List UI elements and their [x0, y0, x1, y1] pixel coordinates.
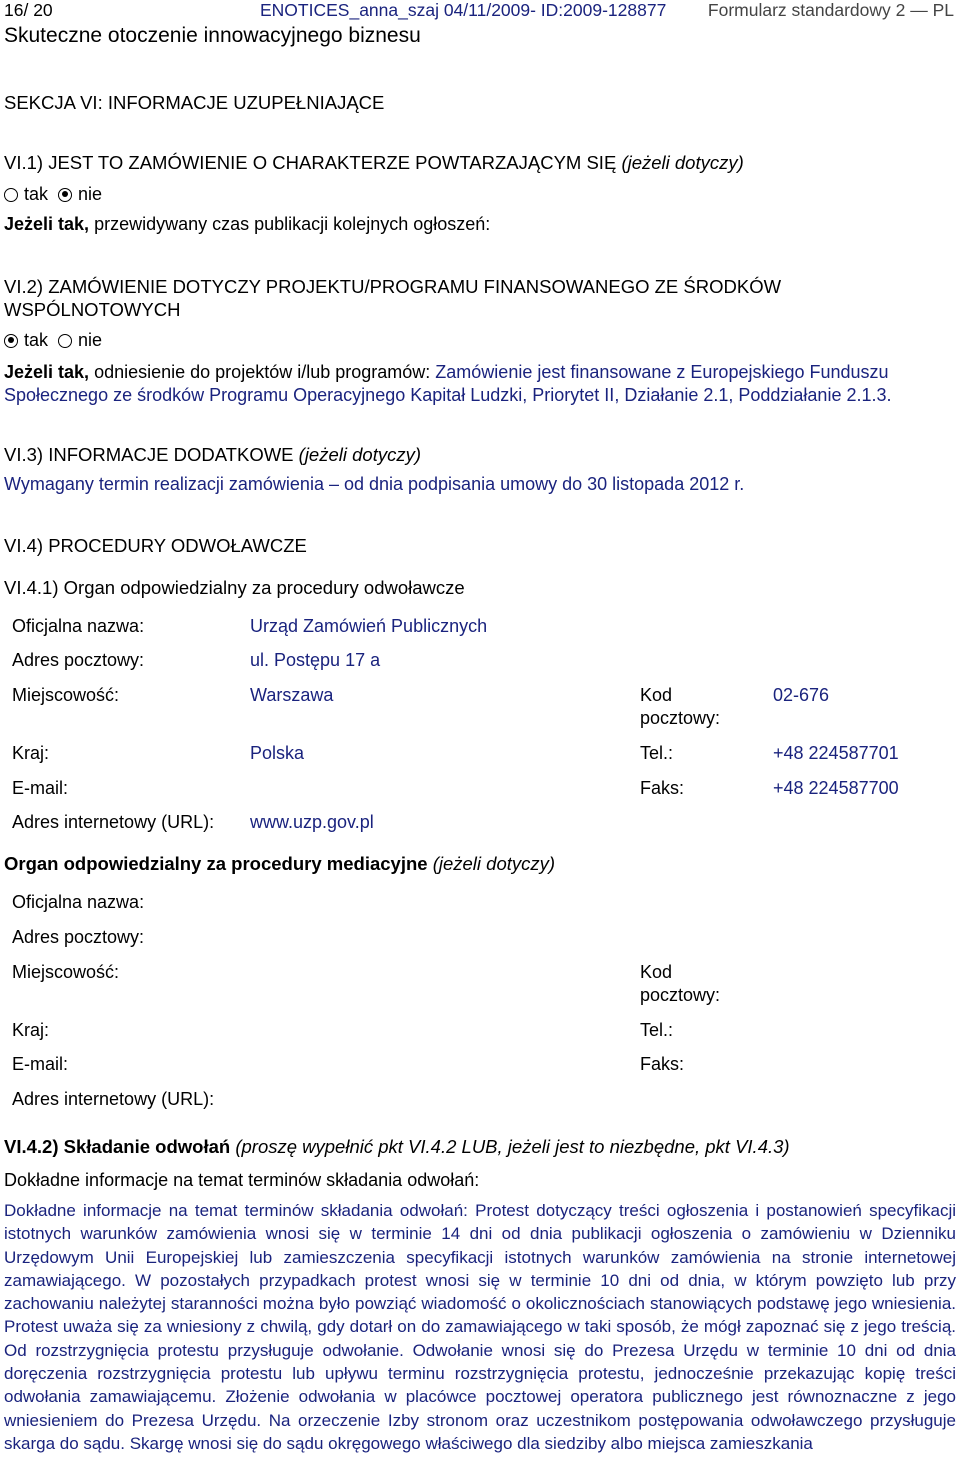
vi3-heading-text: VI.3) INFORMACJE DODATKOWE: [4, 444, 294, 465]
mediation-heading-text: Organ odpowiedzialny za procedury mediacyjne: [4, 853, 428, 874]
vi1-option-no[interactable]: [58, 184, 102, 205]
vi3-heading: [4, 444, 421, 466]
vi42-heading-note: (proszę wypełnić pkt VI.4.2 LUB, jeżeli jest to niezbędne, pkt VI.4.3): [235, 1136, 790, 1157]
med-label-official-name: Oficjalna nazwa:: [12, 892, 145, 912]
organ-url[interactable]: www.uzp.gov.pl: [250, 812, 374, 832]
organ-address: ul. Postępu 17 a: [250, 650, 381, 670]
label-country: Kraj:: [12, 743, 50, 763]
vi1-heading-text: VI.1) JEST TO ZAMÓWIENIE O CHARAKTERZE POWTARZAJĄCYM SIĘ: [4, 152, 617, 173]
vi2-option-no-label: nie: [78, 330, 103, 350]
vi2-value-line2: Społecznego ze środków Programu Operacyjnego Kapitał Ludzki, Priorytet II, Działanie 2.1, Poddziałanie 2.1.3.: [4, 385, 892, 405]
vi1-heading-note: (jeżeli dotyczy): [621, 152, 744, 173]
organ-postal: 02-676: [773, 685, 830, 705]
vi41-heading: VI.4.1) Organ odpowiedzialny za procedury odwoławcze: [4, 577, 465, 598]
radio-unchecked-icon[interactable]: [58, 334, 72, 348]
vi1-radio-group: [4, 184, 102, 205]
vi1-option-yes[interactable]: [4, 184, 48, 205]
vi42-heading-text: VI.4.2) Składanie odwołań: [4, 1136, 231, 1157]
vi2-if-yes-text: odniesienie do projektów i/lub programów:: [94, 362, 431, 382]
vi4-heading: VI.4) PROCEDURY ODWOŁAWCZE: [4, 535, 307, 556]
mediation-heading-note: (jeżeli dotyczy): [432, 853, 556, 874]
section-title: SEKCJA VI: INFORMACJE UZUPEŁNIAJĄCE: [4, 92, 385, 113]
organ-country: Polska: [250, 743, 305, 763]
vi2-if-yes-bold: Jeżeli tak,: [4, 362, 90, 382]
vi1-if-yes-text: przewidywany czas publikacji kolejnych ogłoszeń:: [94, 214, 491, 234]
appeals-label: Dokładne informacje na temat terminów składania odwołań:: [4, 1170, 480, 1190]
vi1-if-yes: [4, 214, 490, 235]
document-id: ENOTICES_anna_szaj 04/11/2009- ID:2009-128877: [260, 0, 667, 20]
vi3-value: Wymagany termin realizacji zamówienia – od dnia podpisania umowy do 30 listopada 2012 r.: [4, 474, 745, 494]
vi3-heading-note: (jeżeli dotyczy): [298, 444, 421, 465]
vi2-heading-line1: VI.2) ZAMÓWIENIE DOTYCZY PROJEKTU/PROGRAMU FINANSOWANEGO ZE ŚRODKÓW: [4, 276, 782, 297]
vi1-option-no-label: nie: [78, 184, 103, 204]
vi1-if-yes-bold: Jeżeli tak,: [4, 214, 90, 234]
label-city: Miejscowość:: [12, 685, 120, 705]
med-label-email: E-mail:: [12, 1054, 69, 1074]
med-label-country: Kraj:: [12, 1020, 50, 1040]
vi2-radio-group: [4, 330, 102, 351]
vi2-if-yes: [4, 362, 889, 383]
med-label-url: Adres internetowy (URL):: [12, 1089, 215, 1109]
vi1-option-yes-label: tak: [24, 184, 49, 204]
label-tel: Tel.:: [640, 743, 674, 763]
organ-tel: +48 224587701: [773, 743, 899, 763]
appeals-text: Dokładne informacje na temat terminów składania odwołań: Protest dotyczący treści ogłoszenia i postanowień specyfikacji istotnych warunków zamówienia wnosi się w terminie 14 dni od dnia publikacji ogłoszenia o zamówieniu w Dzienniku Urzędowym Unii Europejskiej lub zamieszczenia specyfikacji istotnych warunków zamówienia na stronie internetowej zamawiającego. W pozostałych przypadkach protest wnosi się w terminie 10 dni od dnia, w którym powzięto lub przy zachowaniu należytej staranności można było powziąć wiadomość o okolicznościach stanowiących podstawę jego wniesienia. Protest uważa się za wniesiony z chwilą, gdy dotarł on do zamawiającego w taki sposób, że mógł zapoznać się z jego treścią. Od rozstrzygnięcia protestu przysługuje odwołanie. Odwołanie wnosi się do Prezesa Urzędu w terminie 10 dni od dnia doręczenia rozstrzygnięcia protestu lub upływu terminu rozstrzygnięcia protestu, jednocześnie przekazując kopię treści odwołania zamawiającemu. Złożenie odwołania w placówce pocztowej operatora publicznego jest równoznaczne z jego wniesieniem do Prezesa Urzędu. Na orzeczenie Izby stronom oraz uczestnikom postępowania odwoławczego przysługuje skarga do sądu. Skargę wnosi się do sądu okręgowego właściwego dla siedziby albo miejsca zamieszkania: [4, 1201, 956, 1453]
med-label-postal-2: pocztowy:: [640, 985, 721, 1005]
label-official-name: Oficjalna nazwa:: [12, 616, 145, 636]
organ-city: Warszawa: [250, 685, 334, 705]
mediation-heading: [4, 853, 555, 875]
organ-name: Urząd Zamówień Publicznych: [250, 616, 488, 636]
label-postal-2: pocztowy:: [640, 708, 721, 728]
vi2-option-no[interactable]: [58, 330, 102, 351]
med-label-tel: Tel.:: [640, 1020, 674, 1040]
form-name: Formularz standardowy 2 — PL: [707, 0, 954, 20]
label-fax: Faks:: [640, 778, 685, 798]
page-number: 16/ 20: [4, 0, 53, 20]
label-url: Adres internetowy (URL):: [12, 812, 215, 832]
med-label-fax: Faks:: [640, 1054, 685, 1074]
document-title: Skuteczne otoczenie innowacyjnego biznesu: [4, 24, 421, 47]
label-postal-1: Kod: [640, 685, 673, 705]
med-label-city: Miejscowość:: [12, 962, 120, 982]
vi2-option-yes[interactable]: [4, 330, 48, 351]
vi1-heading: [4, 152, 744, 174]
radio-checked-icon[interactable]: [4, 334, 18, 348]
label-email: E-mail:: [12, 778, 69, 798]
med-label-postal-1: Kod: [640, 962, 673, 982]
radio-unchecked-icon[interactable]: [4, 188, 18, 202]
vi42-heading: [4, 1136, 790, 1158]
vi2-heading-line2: WSPÓLNOTOWYCH: [4, 299, 181, 320]
organ-fax: +48 224587700: [773, 778, 899, 798]
vi2-value-line1: Zamówienie jest finansowane z Europejskiego Funduszu: [435, 362, 889, 382]
vi2-option-yes-label: tak: [24, 330, 49, 350]
label-address: Adres pocztowy:: [12, 650, 145, 670]
radio-checked-icon[interactable]: [58, 188, 72, 202]
med-label-address: Adres pocztowy:: [12, 927, 145, 947]
